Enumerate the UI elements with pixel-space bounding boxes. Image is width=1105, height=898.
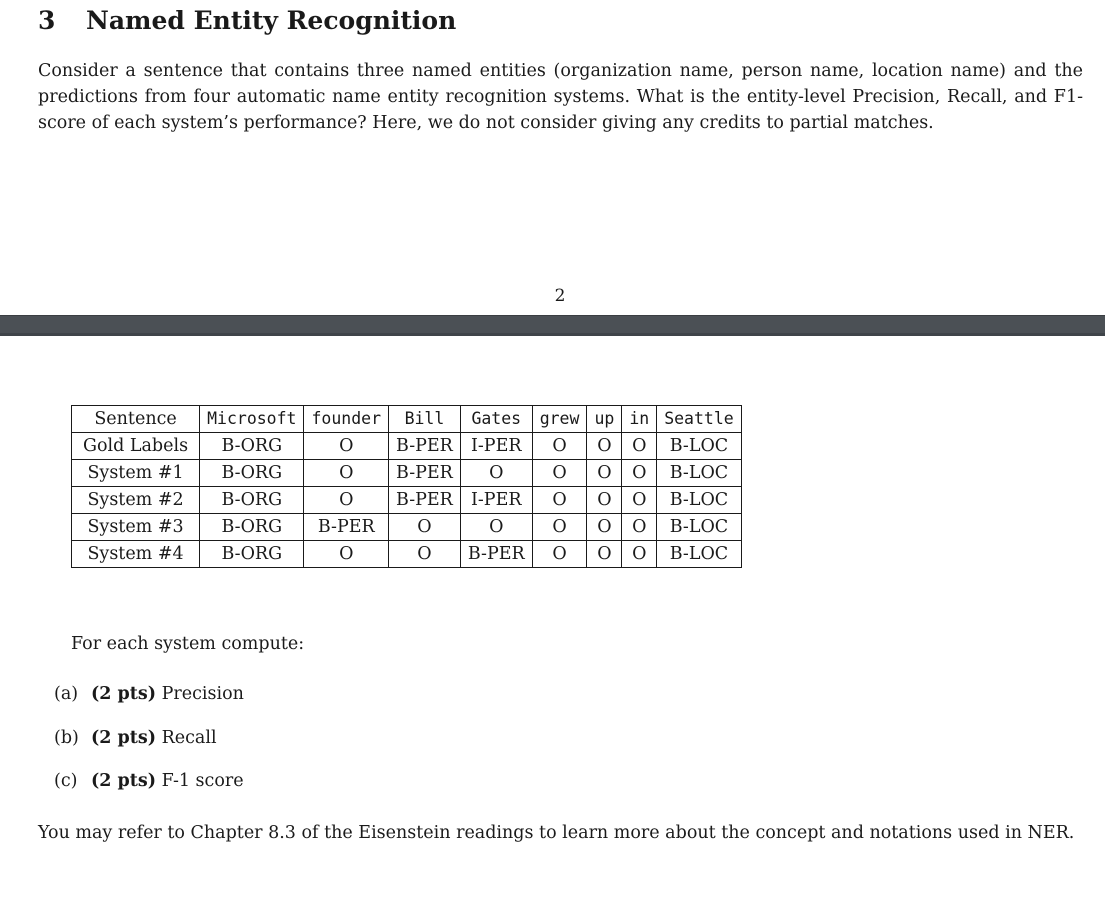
tag-cell: O: [389, 541, 461, 568]
section-heading: [38, 6, 456, 35]
list-item: [54, 684, 244, 728]
token-cell: Microsoft: [200, 406, 304, 433]
list-item: [54, 771, 244, 815]
tag-cell: B-ORG: [200, 514, 304, 541]
page-top: [0, 0, 1105, 315]
tag-cell: I-PER: [460, 433, 532, 460]
tag-cell: O: [587, 514, 622, 541]
token-cell: grew: [532, 406, 587, 433]
tag-cell: O: [587, 433, 622, 460]
token-cell: in: [622, 406, 657, 433]
table-row: [72, 433, 742, 460]
row-label: System #1: [72, 460, 200, 487]
token-cell: founder: [304, 406, 389, 433]
tag-cell: B-PER: [389, 433, 461, 460]
item-text: Recall: [161, 727, 217, 748]
token-cell: Bill: [389, 406, 461, 433]
tag-cell: O: [532, 487, 587, 514]
page-number: 2: [554, 286, 566, 306]
list-item: [54, 728, 244, 772]
section-number: 3: [38, 6, 56, 35]
tag-cell: O: [622, 514, 657, 541]
item-text: F-1 score: [161, 771, 244, 791]
page-separator: [0, 315, 1105, 336]
tag-cell: O: [622, 460, 657, 487]
tag-cell: O: [460, 514, 532, 541]
tag-cell: B-LOC: [657, 541, 742, 568]
tag-cell: O: [304, 541, 389, 568]
tag-cell: B-LOC: [657, 460, 742, 487]
tag-cell: O: [587, 487, 622, 514]
item-points: (2 pts): [91, 684, 157, 704]
compute-lead-text: For each system compute:: [71, 634, 305, 654]
tag-cell: O: [304, 460, 389, 487]
tag-cell: O: [460, 460, 532, 487]
tag-cell: B-LOC: [657, 514, 742, 541]
item-text: Precision: [161, 684, 244, 704]
table-row: [72, 460, 742, 487]
token-cell: Seattle: [657, 406, 742, 433]
tag-cell: O: [532, 433, 587, 460]
subquestion-list: [54, 684, 244, 815]
table-row: [72, 541, 742, 568]
tag-cell: O: [532, 541, 587, 568]
tag-cell: I-PER: [460, 487, 532, 514]
row-label: System #4: [72, 541, 200, 568]
tag-cell: B-ORG: [200, 541, 304, 568]
tag-cell: O: [304, 433, 389, 460]
table-header-row: [72, 406, 742, 433]
item-letter: (c): [54, 771, 78, 791]
tag-cell: B-PER: [304, 514, 389, 541]
table-row: [72, 487, 742, 514]
ner-table: [71, 405, 742, 568]
intro-paragraph: Consider a sentence that contains three named entities (organization name, person name, location name) and the predictions from four automatic name entity recognition systems. What is the entity-level Precision, Recall, and F1-score of each system’s performance? Here, we do not consider giving any credits to partial matches.: [38, 61, 1083, 133]
token-cell: up: [587, 406, 622, 433]
item-points: (2 pts): [91, 771, 157, 791]
tag-cell: B-ORG: [200, 487, 304, 514]
tag-cell: B-PER: [389, 487, 461, 514]
tag-cell: O: [622, 487, 657, 514]
tag-cell: B-LOC: [657, 487, 742, 514]
tag-cell: O: [587, 460, 622, 487]
row-label: System #2: [72, 487, 200, 514]
row-label: System #3: [72, 514, 200, 541]
tag-cell: O: [622, 541, 657, 568]
tag-cell: O: [532, 514, 587, 541]
item-letter: (a): [54, 684, 79, 704]
section-title: Named Entity Recognition: [86, 6, 457, 35]
tag-cell: O: [622, 433, 657, 460]
item-letter: (b): [54, 727, 79, 748]
closing-paragraph: You may refer to Chapter 8.3 of the Eisenstein readings to learn more about the concept and notations used in NER.: [38, 823, 1075, 843]
tag-cell: B-ORG: [200, 433, 304, 460]
row-label: Gold Labels: [72, 433, 200, 460]
tag-cell: O: [587, 541, 622, 568]
item-points: (2 pts): [91, 727, 157, 748]
tag-cell: B-PER: [389, 460, 461, 487]
token-cell: Gates: [460, 406, 532, 433]
table-row: [72, 514, 742, 541]
table-header-label: Sentence: [72, 406, 200, 433]
tag-cell: O: [389, 514, 461, 541]
tag-cell: B-PER: [460, 541, 532, 568]
tag-cell: O: [532, 460, 587, 487]
tag-cell: B-ORG: [200, 460, 304, 487]
tag-cell: O: [304, 487, 389, 514]
tag-cell: B-LOC: [657, 433, 742, 460]
